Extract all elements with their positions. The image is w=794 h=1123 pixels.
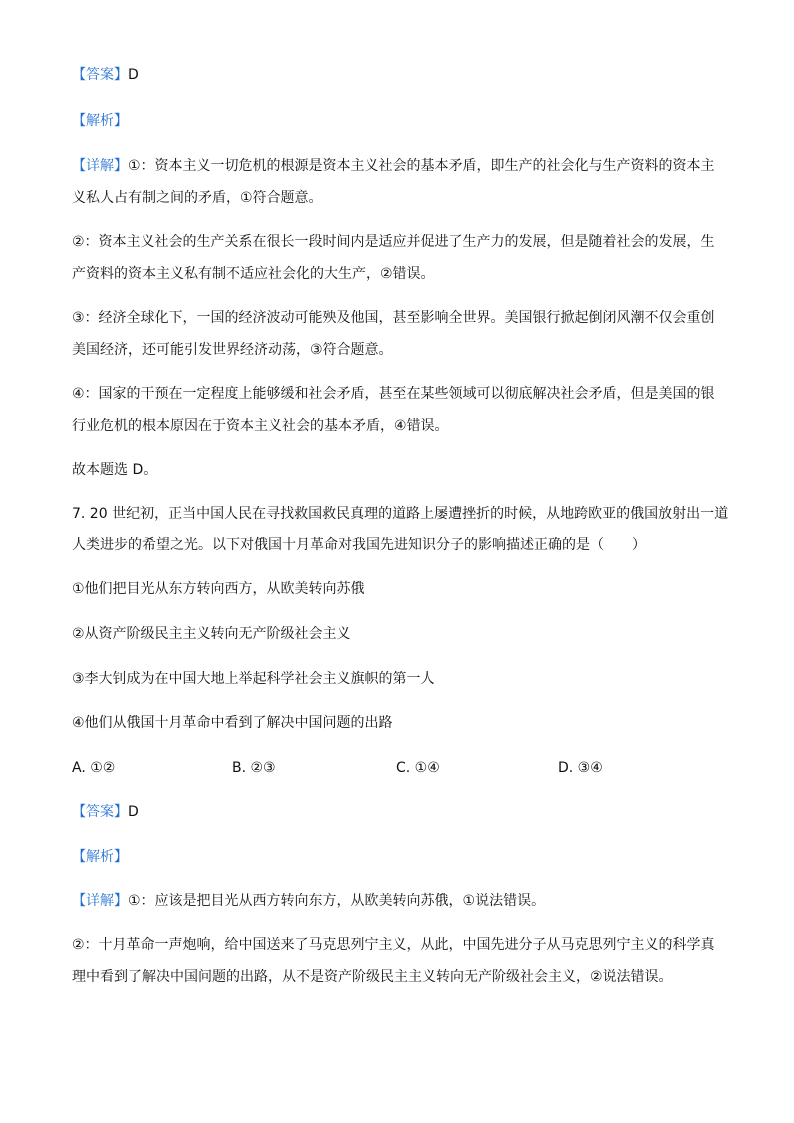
conclusion-line: 故本题选 D。 [72,462,158,478]
detail-tag: 【详解】 [72,158,128,174]
analysis-tag: 【解析】 [72,113,128,129]
detail-paragraph-4-line-2: 行业危机的根本原因在于资本主义社会的基本矛盾，④错误。 [72,418,449,434]
detail-paragraph-2-line-2: 产资料的资本主义私有制不适应社会化的大生产，②错误。 [72,266,435,282]
detail2-paragraph-2-line-2: 理中看到了解决中国问题的出路，从不是资产阶级民主主义转向无产阶级社会主义，②说法错误。 [72,969,673,985]
answer-value: D [128,804,139,820]
detail-text: ①：应该是把目光从西方转向东方，从欧美转向苏俄，①说法错误。 [128,893,546,909]
statement-1: ①他们把目光从东方转向西方，从欧美转向苏俄 [72,581,365,597]
option-a: A. ①② [72,760,116,776]
detail2-paragraph-2-line-1: ②：十月革命一声炮响，给中国送来了马克思列宁主义，从此，中国先进分子从马克思列宁主义的科学真 [72,937,715,953]
option-c: C. ①④ [396,760,440,776]
answer-line-1 [72,66,732,84]
statement-4: ④他们从俄国十月革命中看到了解决中国问题的出路 [72,715,393,731]
analysis-heading-1 [72,112,732,130]
question-7-line-1: 7. 20 世纪初，正当中国人民在寻找救国救民真理的道路上屡遭挫折的时候，从地跨欧亚的俄国放射出一道 [72,506,729,522]
detail-paragraph-2-line-1: ②：资本主义社会的生产关系在很长一段时间内是适应并促进了生产力的发展，但是随着社会的发展，生 [72,234,715,250]
detail-tag: 【详解】 [72,893,128,909]
question-7-line-2: 人类进步的希望之光。以下对俄国十月革命对我国先进知识分子的影响描述正确的是（ ） [72,537,646,553]
answer-line-2 [72,803,732,821]
analysis-heading-2 [72,848,732,866]
detail-paragraph-3-line-2: 美国经济，还可能引发世界经济动荡，③符合题意。 [72,342,393,358]
answer-tag: 【答案】 [72,67,128,83]
analysis-tag: 【解析】 [72,849,128,865]
detail-paragraph-3-line-1: ③：经济全球化下，一国的经济波动可能殃及他国，甚至影响全世界。美国银行掀起倒闭风潮不仅会重创 [72,310,715,326]
detail-paragraph-4-line-1: ④：国家的干预在一定程度上能够缓和社会矛盾，甚至在某些领域可以彻底解决社会矛盾，但是美国的银 [72,386,715,402]
answer-tag: 【答案】 [72,804,128,820]
detail-paragraph-1-line-1 [72,157,732,175]
option-d: D. ③④ [558,760,603,776]
answer-value: D [128,67,139,83]
detail2-paragraph-1 [72,892,732,910]
option-b: B. ②③ [232,760,276,776]
detail-paragraph-1-line-2: 义私人占有制之间的矛盾，①符合题意。 [72,190,323,206]
detail-text: ①：资本主义一切危机的根源是资本主义社会的基本矛盾，即生产的社会化与生产资料的资本主 [128,158,715,174]
statement-3: ③李大钊成为在中国大地上举起科学社会主义旗帜的第一人 [72,671,435,687]
statement-2: ②从资产阶级民主主义转向无产阶级社会主义 [72,626,351,642]
